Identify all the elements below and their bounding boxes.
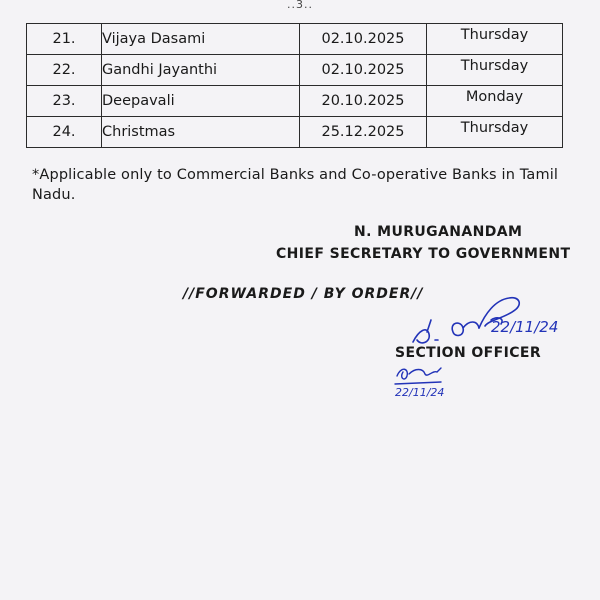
section-officer-title: SECTION OFFICER [395,345,542,361]
table-row [27,117,563,148]
holiday-day-cell: Monday [427,86,563,117]
holiday-day-cell: Thursday [427,55,563,86]
holiday-name-cell: Deepavali [102,86,300,117]
holiday-date-cell: 25.12.2025 [300,117,427,148]
signatory-title: CHIEF SECRETARY TO GOVERNMENT [276,246,571,262]
holiday-day-cell: Thursday [427,117,563,148]
serial-number-cell: 24. [27,117,102,148]
holiday-day-cell: Thursday [427,24,563,55]
holiday-name-cell: Christmas [102,117,300,148]
serial-number-cell: 23. [27,86,102,117]
table-row [27,86,563,117]
svg-text:22/11/24: 22/11/24 [395,386,445,399]
serial-number-cell: 21. [27,24,102,55]
holiday-name-cell: Vijaya Dasami [102,24,300,55]
forwarded-by-order: //FORWARDED / BY ORDER// [183,286,424,302]
handwritten-initials [393,364,453,404]
svg-text:22/11/24: 22/11/24 [491,318,559,336]
table-row [27,55,563,86]
signatory-name: N. MURUGANANDAM [354,224,523,240]
holiday-table [26,23,563,148]
table-row [27,24,563,55]
holiday-date-cell: 02.10.2025 [300,55,427,86]
footnote: *Applicable only to Commercial Banks and Co-operative Banks in Tamil Nadu. [32,167,559,203]
serial-number-cell: 22. [27,55,102,86]
holiday-name-cell: Gandhi Jayanthi [102,55,300,86]
holiday-date-cell: 02.10.2025 [300,24,427,55]
section-officer-signature [405,290,565,350]
holiday-date-cell: 20.10.2025 [300,86,427,117]
page-number-marker: ..3.. [287,0,313,11]
